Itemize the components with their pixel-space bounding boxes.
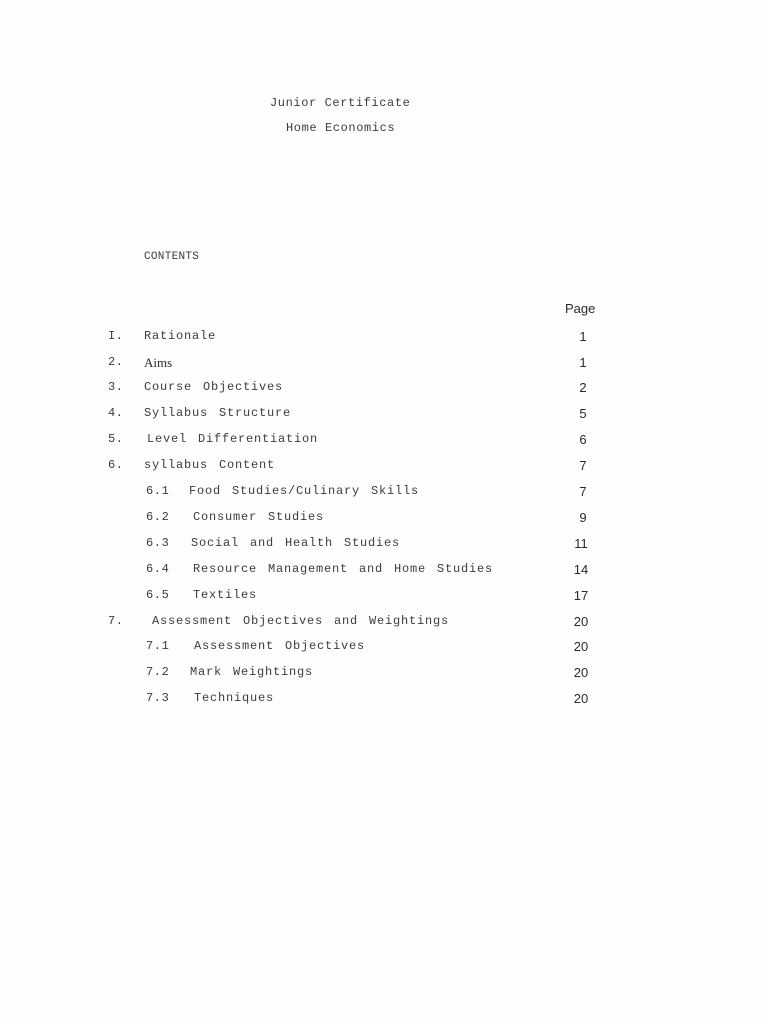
toc-entry-page: 20 bbox=[573, 614, 589, 629]
toc-entry-consumer-studies[interactable] bbox=[0, 510, 768, 528]
toc-entry-course-objectives[interactable] bbox=[0, 380, 768, 398]
toc-entry-title: Consumer Studies bbox=[193, 510, 325, 524]
toc-entry-title: Course Objectives bbox=[144, 380, 284, 394]
toc-entry-title: Aims bbox=[144, 355, 173, 370]
toc-entry-title: Textiles bbox=[193, 588, 258, 602]
toc-entry-food-studies[interactable] bbox=[0, 484, 768, 502]
toc-entry-title: Assessment Objectives and Weightings bbox=[152, 614, 450, 628]
toc-entry-page: 14 bbox=[573, 562, 589, 577]
toc-entry-aims[interactable] bbox=[0, 355, 768, 373]
toc-entry-page: 11 bbox=[574, 536, 588, 551]
toc-entry-social-health-studies[interactable] bbox=[0, 536, 768, 554]
toc-entry-page: 7 bbox=[579, 484, 587, 499]
toc-entry-page: 20 bbox=[573, 639, 589, 654]
page-column-heading: Page bbox=[565, 301, 596, 316]
toc-entry-mark-weightings[interactable] bbox=[0, 665, 768, 683]
toc-entry-number: 7.1 bbox=[146, 639, 170, 653]
toc-entry-number: 4. bbox=[108, 406, 124, 420]
toc-entry-title: Level Differentiation bbox=[147, 432, 319, 446]
toc-entry-page: 20 bbox=[573, 691, 589, 706]
toc-entry-number: I. bbox=[108, 329, 124, 343]
toc-entry-number: 6.5 bbox=[146, 588, 170, 602]
document-title: Junior Certificate bbox=[270, 96, 411, 110]
toc-entry-title: Resource Management and Home Studies bbox=[193, 562, 494, 576]
toc-entry-number: 7.2 bbox=[146, 665, 170, 679]
toc-entry-number: 7.3 bbox=[146, 691, 170, 705]
toc-entry-number: 6.4 bbox=[146, 562, 170, 576]
toc-entry-level-differentiation[interactable] bbox=[0, 432, 768, 450]
toc-entry-syllabus-structure[interactable] bbox=[0, 406, 768, 424]
toc-entry-page: 1 bbox=[579, 329, 587, 344]
toc-entry-assessment-objectives[interactable] bbox=[0, 639, 768, 657]
toc-entry-title: Rationale bbox=[144, 329, 217, 343]
toc-entry-assessment-objectives-weightings[interactable] bbox=[0, 614, 768, 632]
toc-entry-title: Techniques bbox=[194, 691, 275, 705]
toc-entry-techniques[interactable] bbox=[0, 691, 768, 709]
toc-entry-page: 5 bbox=[579, 406, 587, 421]
toc-entry-title: Assessment Objectives bbox=[194, 639, 366, 653]
toc-entry-number: 7. bbox=[108, 614, 124, 628]
contents-heading: CONTENTS bbox=[144, 251, 200, 263]
toc-entry-page: 6 bbox=[579, 432, 587, 447]
toc-entry-title: Food Studies/Culinary Skills bbox=[189, 484, 420, 498]
toc-entry-number: 2. bbox=[108, 355, 124, 369]
toc-entry-title: Social and Health Studies bbox=[191, 536, 401, 550]
toc-entry-number: 6.1 bbox=[146, 484, 170, 498]
toc-entry-number: 5. bbox=[108, 432, 124, 446]
toc-entry-page: 17 bbox=[573, 588, 589, 603]
toc-entry-title: Mark Weightings bbox=[190, 665, 314, 679]
toc-entry-number: 6.2 bbox=[146, 510, 170, 524]
toc-entry-page: 1 bbox=[579, 355, 587, 370]
toc-entry-title: Syllabus Structure bbox=[144, 406, 292, 420]
document-subtitle: Home Economics bbox=[286, 121, 396, 135]
toc-entry-number: 6.3 bbox=[146, 536, 170, 550]
toc-entry-resource-management[interactable] bbox=[0, 562, 768, 580]
toc-entry-textiles[interactable] bbox=[0, 588, 768, 606]
toc-entry-page: 7 bbox=[579, 458, 587, 473]
toc-entry-page: 2 bbox=[579, 380, 587, 395]
toc-entry-page: 20 bbox=[573, 665, 589, 680]
toc-entry-title: syllabus Content bbox=[144, 458, 276, 472]
toc-entry-syllabus-content[interactable] bbox=[0, 458, 768, 476]
toc-entry-page: 9 bbox=[579, 510, 587, 525]
toc-entry-number: 3. bbox=[108, 380, 124, 394]
toc-entry-number: 6. bbox=[108, 458, 124, 472]
toc-entry-rationale[interactable] bbox=[0, 329, 768, 347]
